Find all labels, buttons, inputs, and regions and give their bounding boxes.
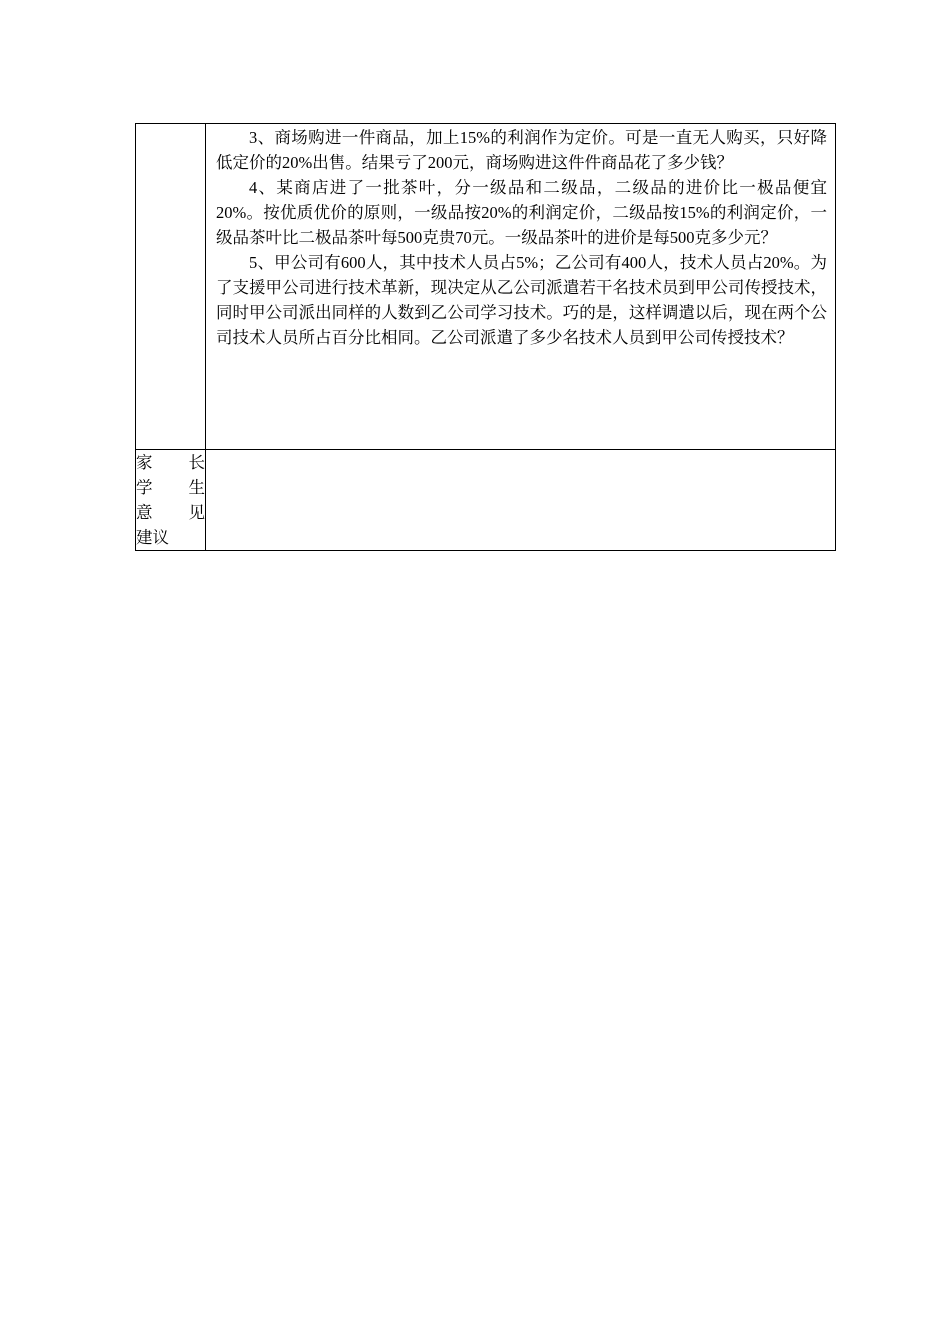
label-char: 学 bbox=[136, 478, 153, 497]
problem-list bbox=[206, 124, 835, 350]
label-line-suggestion bbox=[136, 525, 205, 550]
label-text: 建议 bbox=[136, 528, 169, 547]
problems-label-cell bbox=[136, 124, 206, 450]
label-char: 见 bbox=[188, 503, 205, 522]
problem-3: 3、商场购进一件商品，加上15%的利润作为定价。可是一直无人购买，只好降低定价的20%出售。结果亏了200元，商场购进这件件商品花了多少钱？ bbox=[216, 128, 827, 172]
problem-4: 4、某商店进了一批茶叶，分一级品和二级品，二级品的进价比一极品便宜20%。按优质优价的原则，一级品按20%的利润定价，二级品按15%的利润定价，一级品茶叶比二极品茶叶每500克贵70元。一级品茶叶的进价是每500克多少元？ bbox=[216, 178, 827, 247]
problem-5: 5、甲公司有600人，其中技术人员占5%；乙公司有400人，技术人员占20%。为了支援甲公司进行技术革新，现决定从乙公司派遣若干名技术员到甲公司传授技术，同时甲公司派出同样的人数到乙公司学习技术。巧的是，这样调遣以后，现在两个公司技术人员所占百分比相同。乙公司派遣了多少名技术人员到甲公司传授技术？ bbox=[216, 253, 827, 347]
label-char: 家 bbox=[136, 453, 153, 472]
label-line-opinion bbox=[136, 500, 205, 525]
label-char: 生 bbox=[188, 478, 205, 497]
opinion-content-cell bbox=[206, 450, 836, 551]
problems-cell bbox=[206, 124, 836, 450]
label-line-student bbox=[136, 475, 205, 500]
opinion-row bbox=[136, 450, 836, 551]
problems-row bbox=[136, 124, 836, 450]
worksheet-table bbox=[135, 123, 836, 551]
label-char: 长 bbox=[188, 453, 205, 472]
opinion-label-cell bbox=[136, 450, 206, 551]
label-char: 意 bbox=[136, 503, 153, 522]
label-line-parent bbox=[136, 450, 205, 475]
